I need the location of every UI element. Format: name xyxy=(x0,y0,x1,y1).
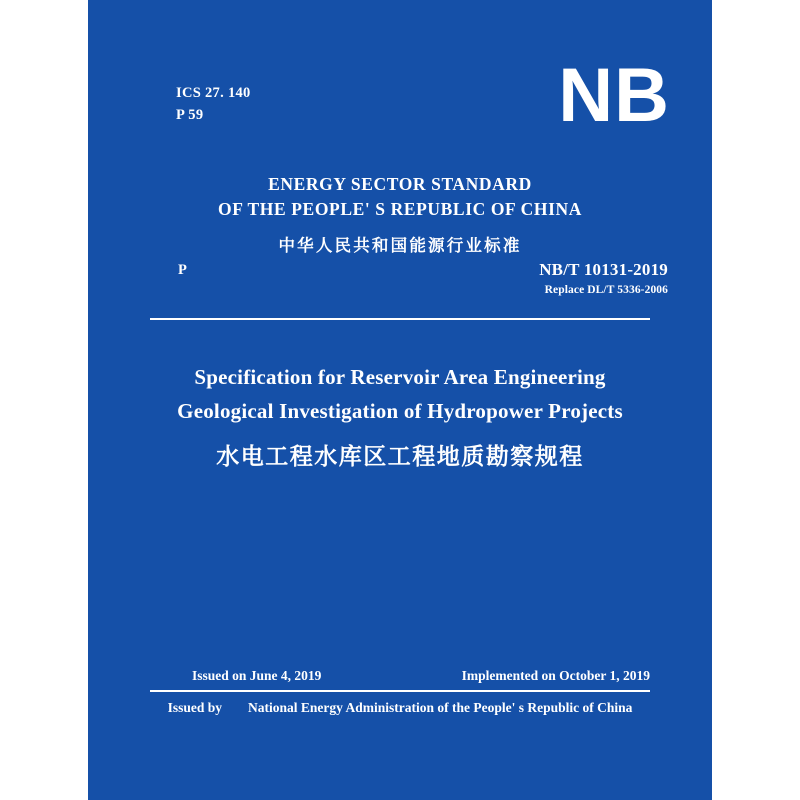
divider-top xyxy=(150,318,650,320)
standard-number: NB/T 10131-2019 xyxy=(539,260,668,279)
title-english-line2: Geological Investigation of Hydropower Projects xyxy=(177,399,623,424)
implemented-date: Implemented on October 1, 2019 xyxy=(461,668,650,683)
issuer-label: Issued by xyxy=(167,700,222,715)
ics-code: ICS 27. 140 xyxy=(176,85,251,101)
standard-header xyxy=(88,172,712,256)
standard-cover xyxy=(88,0,712,800)
page-title xyxy=(88,360,712,471)
standard-header-chinese: 中华人民共和国能源行业标准 xyxy=(278,235,522,255)
issuer-row xyxy=(88,700,712,716)
classification-codes xyxy=(176,82,251,127)
standard-number-block xyxy=(539,260,668,296)
issued-date: Issued on June 4, 2019 xyxy=(192,668,322,683)
standard-code-row xyxy=(88,262,712,308)
standard-header-line1: ENERGY SECTOR STANDARD xyxy=(268,174,532,194)
date-row xyxy=(88,668,712,688)
nb-logo: NB xyxy=(558,53,670,138)
divider-bottom xyxy=(150,690,650,692)
title-chinese: 水电工程水库区工程地质勘察规程 xyxy=(216,444,584,470)
issuer-organization: National Energy Administration of the People' s Republic of China xyxy=(248,700,633,715)
standard-replace-note: Replace DL/T 5336-2006 xyxy=(544,284,668,296)
standard-category-code: P xyxy=(178,262,187,278)
classification-code: P 59 xyxy=(176,107,204,124)
title-english-line1: Specification for Reservoir Area Engineering xyxy=(194,365,606,389)
standard-header-line2: OF THE PEOPLE' S REPUBLIC OF CHINA xyxy=(218,199,582,220)
